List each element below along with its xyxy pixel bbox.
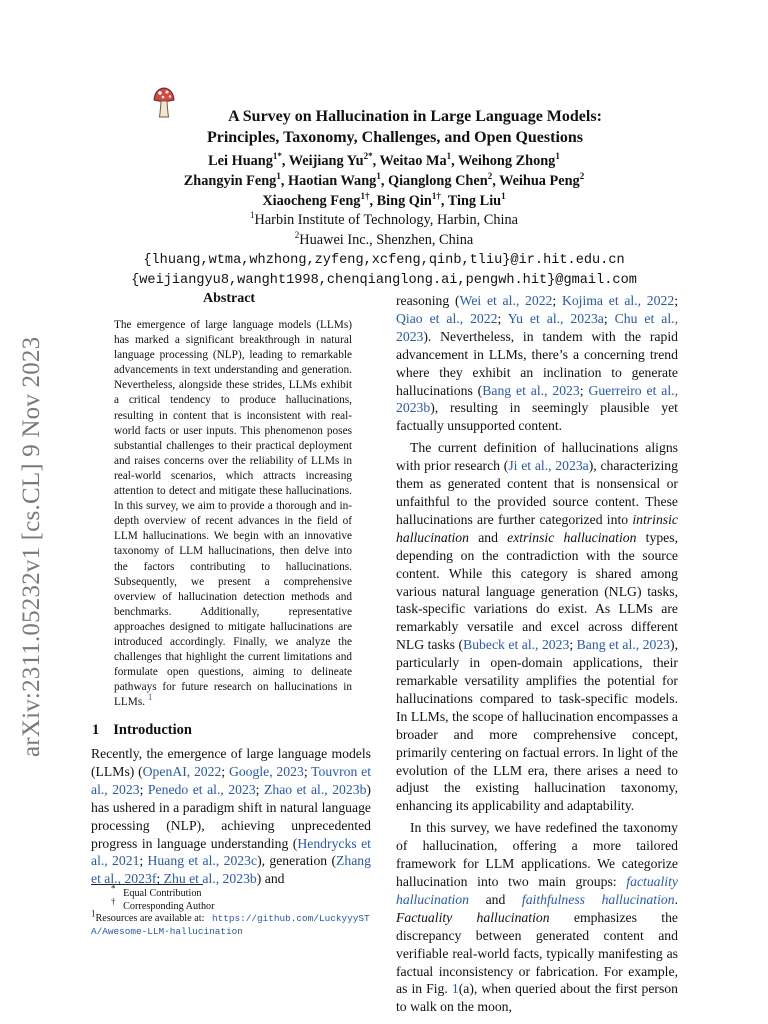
author-mark: 1 xyxy=(446,151,452,162)
body-text: ), particularly in open-domain applications, their remarkable versatility amplifies the potential for hallucinations compared to task-specific models. In LLMs, the scope of hallucination encompasses a broader and more comprehensive concept, primarily centering on factual errors. In light of the evolution of the LLM era, there arises a need to adjust the existing hallucination taxonomy, enhancing its applicability and adaptability. xyxy=(396,637,678,814)
title-line-2: Principles, Taxonomy, Challenges, and Open Questions xyxy=(206,129,584,146)
section-link[interactable]: faithfulness hallucination xyxy=(521,891,675,907)
affiliation-1-text: Harbin Institute of Technology, Harbin, China xyxy=(254,212,518,229)
email-line-1: {lhuang,wtma,whzhong,zyfeng,xcfeng,qinb,tliu}@ir.hit.edu.cn xyxy=(143,252,625,268)
citation-link[interactable]: Touvron et al., 2023 xyxy=(91,763,371,797)
body-text: ) has ushered in a paradigm shift in natural language processing (NLP), achieving unprecedented progress in language understanding ( xyxy=(91,781,371,851)
section-title: Introduction xyxy=(113,722,192,738)
footnote-text: Resources are available at: xyxy=(95,913,205,925)
paragraph xyxy=(396,819,678,1016)
author-mark: 1 xyxy=(555,151,560,162)
citation-link[interactable]: Qiao et al., 2022 xyxy=(396,310,498,326)
body-text: and xyxy=(469,529,508,545)
author-name: Lei Huang xyxy=(208,153,273,169)
affiliation-2: $^2$Huawei Inc., Shenzhen, China xyxy=(294,230,474,249)
body-text: (a), when queried about the first person to walk on the moon, xyxy=(396,981,678,1015)
author-name: Zhangyin Feng xyxy=(183,172,277,189)
footnote-mark: † xyxy=(111,896,116,907)
body-text: emphasizes the discrepancy between generated content and verifiable real-world facts, typically manifesting as factual inconsistency or fabrication. For example, as in Fig. xyxy=(396,909,678,997)
author-mark: 1† xyxy=(360,190,370,201)
body-text: ), generation ( xyxy=(257,853,337,869)
footnote-corresponding-author xyxy=(91,896,373,914)
body-text: Recently, the emergence of large language models (LLMs) ( xyxy=(91,746,371,779)
author-name: Haotian Wang xyxy=(287,172,377,189)
emphasis-text: intrinsic hallucination xyxy=(396,511,678,545)
section-link[interactable]: factuality hallucination xyxy=(396,874,678,907)
author-mark: 1 xyxy=(376,171,381,182)
section-heading-introduction xyxy=(92,722,192,739)
author-line-1: Lei Huang$^{1*}$, Weijiang $Yu^{2*}$, Weitao Ma$^1$, Weihong Zhong$^1$ xyxy=(208,151,560,169)
citation-link[interactable]: Zhang et al., 2023f xyxy=(91,853,371,887)
author-mark: 2 xyxy=(487,171,493,182)
paragraph: The current definition of hallucinations aligns with prior research (Ji et al., 2023a), characterizing them as generated content that is nonsensical or unfaithful to the provided source content. These hallucinations are further categorized into intrinsic hallucination and extrinsic hallucination types, depending on the contradiction with the source content. While this category is shared among various natural language generation (NLG) tasks, task-specific variations do exist. As LLMs are remarkably versatile and excel across different NLG tasks (Bubeck et al., 2023; Bang et al., 2023), particularly in open-domain applications, their remarkable versatility amplifies the potential for hallucinations compared to task-specific models. In LLMs, the scope of hallucination encompasses a broader and more comprehensive concept, primarily centering on factual errors. In light of the evolution of the LLM era, there arises a need to adjust the existing hallucination taxonomy, enhancing its applicability and adaptability. xyxy=(396,440,678,814)
author-line-3: Xiaocheng Feng$^{1\dagger}$, Bing Qin$^{1\dagger}$, Ting Liu$^1$ xyxy=(262,190,506,209)
author-mark: 2* xyxy=(363,151,373,162)
citation-link[interactable]: OpenAI, 2022 xyxy=(142,763,222,779)
citation-link[interactable]: Bubeck et al., 2023 xyxy=(463,637,570,653)
body-text: and xyxy=(469,891,522,907)
footnote-equal-contribution xyxy=(91,883,373,901)
author-mark: 2 xyxy=(579,171,585,182)
citation-link[interactable]: Google, 2023 xyxy=(228,763,304,779)
footnote-divider xyxy=(91,884,203,885)
body-text: ), characterizing them as generated content that is nonsensical or unfaithful to the provided source content. These hallucinations are further categorized into xyxy=(396,458,678,527)
footnote-resources xyxy=(91,908,373,938)
affiliation-1: $^1$Harbin Institute of Technology, Harbin, China xyxy=(250,210,518,229)
affiliation-2-text: Huawei Inc., Shenzhen, China xyxy=(299,232,474,249)
footnote-mark: 1 xyxy=(91,908,96,919)
citation-link[interactable]: Zhu et al., 2023b xyxy=(163,871,257,887)
section-number: 1 xyxy=(92,722,100,738)
citation-link[interactable]: Yu et al., 2023a xyxy=(507,310,604,326)
body-text: ), resulting in seemingly plausible yet factually unsupported content. xyxy=(396,400,678,434)
body-text: ). Nevertheless, in tandem with the rapid advancement in LLMs, there’s a concerning trend where they exhibit an inclination to generate hallucinations ( xyxy=(396,328,678,398)
figure-link[interactable]: 1 xyxy=(451,981,459,997)
github-resource-link[interactable]: https://github.com/LuckyyySTA/Awesome-LLM-hallucination xyxy=(91,913,370,937)
footnotes xyxy=(91,883,373,938)
citation-link[interactable]: Huang et al., 2023c xyxy=(147,853,258,869)
author-name: Xiaocheng Feng xyxy=(262,192,361,209)
body-text: In this survey, we have redefined the taxonomy of hallucination, offering a more tailored framework for LLM applications. We categorize hallucination into two main groups: xyxy=(396,820,678,889)
body-text: reasoning ( xyxy=(396,293,460,308)
citation-link[interactable]: Ji et al., 2023a xyxy=(508,458,589,474)
author-mark: 1 xyxy=(501,190,506,201)
citation-link[interactable]: Guerreiro et al., 2023b xyxy=(396,382,678,416)
abstract-text xyxy=(114,318,352,710)
footnote-text: Corresponding Author xyxy=(123,900,215,912)
footnote-text: Equal Contribution xyxy=(123,888,202,899)
right-column xyxy=(396,292,678,1016)
author-name: Bing Qin xyxy=(376,192,432,209)
author-block xyxy=(120,152,648,291)
body-text: . xyxy=(674,891,678,907)
citation-link[interactable]: Bang et al., 2023 xyxy=(482,382,580,398)
author-name: Qianglong Chen xyxy=(387,172,488,189)
paragraph: reasoning (Wei et al., 2022; Kojima et al., 2022; Qiao et al., 2022; Yu et al., 2023a; Chu et al., 2023). Nevertheless, in tandem with the rapid advancement in LLMs, there’s a concerning trend where they exhibit an inclination to generate hallucinations (Bang et al., 2023; Guerreiro et al., 2023b), resulting in seemingly plausible yet factually unsupported content. xyxy=(396,293,678,434)
author-name: Ting Liu xyxy=(447,192,502,209)
abstract-paragraph: The emergence of large language models (LLMs) has marked a significant breakthrough in natural language processing (NLP), leading to remarkable advancements in text understanding and generation. Nevertheless, alongside these strides, LLMs exhibit a critical tendency to produce hallucinations, resulting in content that is inconsistent with real-world facts or user inputs. This phenomenon poses substantial challenges to their practical deployment and raises concerns over the reliability of LLMs in real-world scenarios, which attracts increasing attention to detect and mitigate these hallucinations. In this survey, we aim to provide a thorough and in-depth overview of recent advances in the field of LLM hallucinations. We begin with an innovative taxonomy of LLM hallucinations, then delve into the factors contributing to hallucinations. Subsequently, we present a comprehensive overview of hallucination detection methods and benchmarks. Additionally, representative approaches designed to mitigate hallucinations are introduced accordingly. Finally, we analyze the challenges that highlight the current limitations and formulate open questions, aiming to delineate pathways for future research on hallucinations in LLMs. xyxy=(114,319,352,709)
abstract-heading: Abstract xyxy=(203,291,256,306)
emphasis-text: extrinsic hallucination xyxy=(507,529,637,545)
body-text: types, depending on the contradiction with the source content. While this category is shared among various natural language generation (NLG) tasks, task-specific variations do exist. As LLMs are remarkably versatile and excel across different NLG tasks ( xyxy=(396,529,678,653)
paper-title xyxy=(150,106,640,148)
footnote-link[interactable]: 1 xyxy=(147,692,153,703)
citation-link[interactable]: Hendrycks et al., 2021 xyxy=(91,835,371,869)
author-name: Weijiang Yu xyxy=(288,153,364,169)
author-name: Weitao Ma xyxy=(379,153,447,169)
footnote-mark: * xyxy=(111,883,116,894)
author-name: Weihua Peng xyxy=(499,172,580,189)
arxiv-identifier-stamp: arXiv:2311.05232v1 [cs.CL] 9 Nov 2023 xyxy=(18,336,45,757)
body-text: The current definition of hallucinations aligns with prior research ( xyxy=(396,440,678,474)
citation-link[interactable]: Penedo et al., 2023 xyxy=(147,781,256,797)
author-name: Weihong Zhong xyxy=(458,153,556,169)
emphasis-text: Factuality hallucination xyxy=(396,909,550,925)
intro-paragraph: Recently, the emergence of large language models (LLMs) (OpenAI, 2022; Google, 2023; Touvron et al., 2023; Penedo et al., 2023; Zhao et al., 2023b) has ushered in a paradigm shift in natural language processing (NLP), achieving unprecedented progress in language understanding (Hendrycks et al., 2021; Huang et al., 2023c), generation (Zhang et al., 2023f; Zhu et al., 2023b) and xyxy=(91,746,371,887)
citation-link[interactable]: Kojima et al., 2022 xyxy=(561,293,675,308)
title-line-1: A Survey on Hallucination in Large Language Models: xyxy=(228,108,602,125)
email-line-2: {weijiangyu8,wanght1998,chenqianglong.ai,pengwh.hit}@gmail.com xyxy=(131,272,637,288)
author-mark: 1* xyxy=(272,151,282,162)
citation-link[interactable]: Chu et al., 2023 xyxy=(396,310,678,344)
body-text: ) and xyxy=(256,871,285,887)
author-mark: 1† xyxy=(431,190,441,201)
citation-link[interactable]: Bang et al., 2023 xyxy=(576,637,671,653)
author-mark: 1 xyxy=(276,171,281,182)
author-line-2: Zhangyin Feng$^1$, Haotian Wang$^1$, Qianglong Chen$^2$, Weihua Peng$^2$ xyxy=(183,171,585,189)
citation-link[interactable]: Zhao et al., 2023b xyxy=(263,781,367,797)
citation-link[interactable]: Wei et al., 2022 xyxy=(459,293,553,308)
